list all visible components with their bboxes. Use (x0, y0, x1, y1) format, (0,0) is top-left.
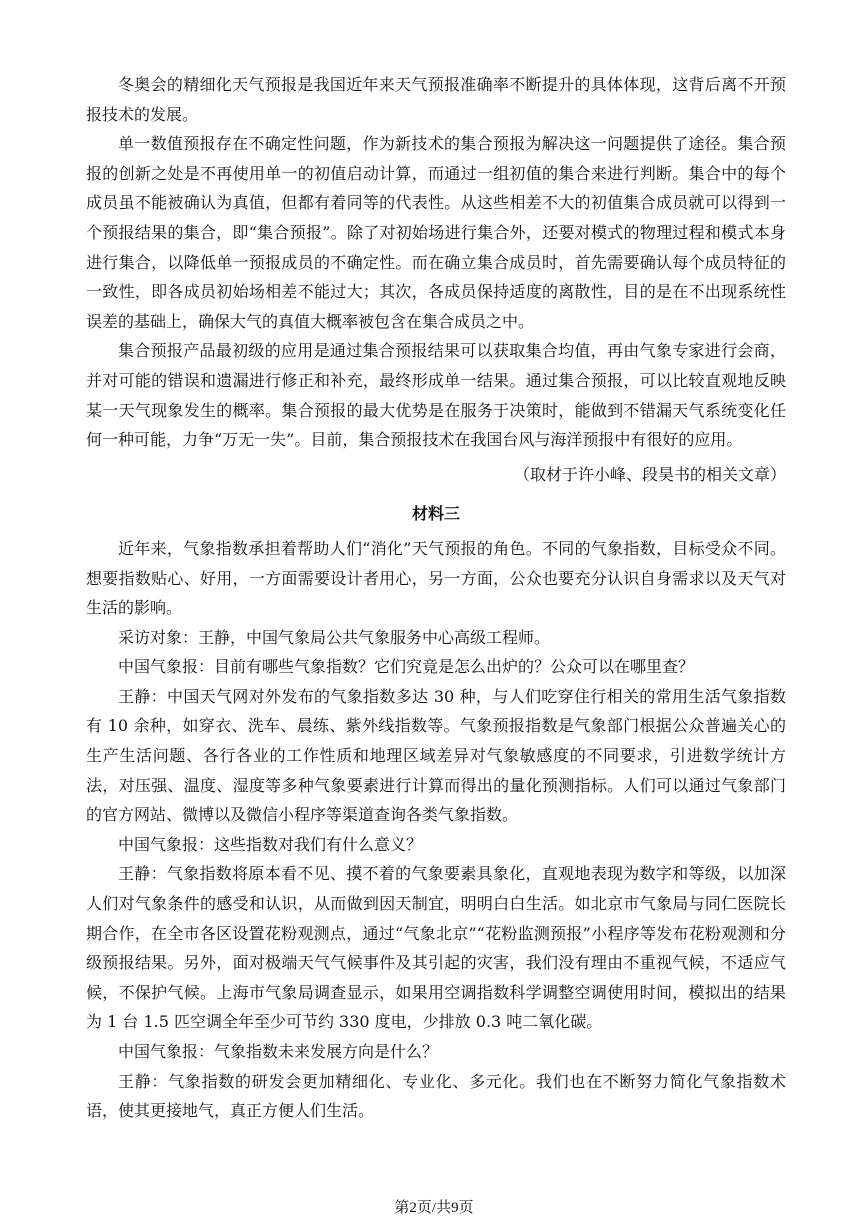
source-note: （取材于许小峰、段昊书的相关文章） (513, 464, 786, 484)
paragraph: 近年来，气象指数承担着帮助人们“消化”天气预报的角色。不同的气象指数，目标受众不同。想要指数贴心、好用，一方面需要设计者用心，另一方面，公众也要充分认识自身需求以及天气对生活的影响。 (86, 538, 786, 618)
paragraph: 中国气象报：气象指数未来发展方向是什么？ (118, 1042, 439, 1061)
document-body (86, 70, 786, 1126)
paragraph: 集合预报产品最初级的应用是通过集合预报结果可以获取集合均值，再由气象专家进行会商，并对可能的错误和遗漏进行修正和补充，最终形成单一结果。通过集合预报，可以比较直观地反映某一天气现象发生的概率。集合预报的最大优势是在服务于决策时，能做到不错漏天气系统变化任何一种可能，力争“万无一失”。目前，集合预报技术在我国台风与海洋预报中有很好的应用。 (86, 341, 786, 450)
paragraph: 中国气象报：这些指数对我们有什么意义？ (118, 834, 423, 854)
paragraph: 单一数值预报存在不确定性问题，作为新技术的集合预报为解决这一问题提供了途径。集合预报的创新之处是不再使用单一的初值启动计算，而通过一组初值的集合来进行判断。集合中的每个成员虽不能被确认为真值，但都有着同等的代表性。从这些相差不大的初值集合成员就可以得到一个预报结果的集合，即“集合预报”。除了对初始场进行集合外，还要对模式的物理过程和模式本身进行集合，以降低单一预报成员的不确定性。而在确立集合成员时，首先需要确认每个成员特征的一致性，即各成员初始场相差不能过大；其次，各成员保持适度的离散性，目的是在不出现系统性误差的基础上，确保大气的真值大概率被包含在集合成员之中。 (86, 134, 786, 331)
paragraph: 王静：气象指数的研发会更加精细化、专业化、多元化。我们也在不断努力简化气象指数术语，使其更接地气，真正方便人们生活。 (86, 1071, 786, 1121)
paragraph: 冬奥会的精细化天气预报是我国近年来天气预报准确率不断提升的具体体现，这背后离不开预报技术的发展。 (86, 75, 786, 124)
paragraph: 采访对象：王静，中国气象局公共气象服务中心高级工程师。 (118, 627, 551, 647)
page-footer: 第2页/共9页 (394, 1200, 474, 1216)
paragraph: 王静：气象指数将原本看不见、摸不着的气象要素具象化，直观地表现为数字和等级，以加深人们对气象条件的感受和认识，从而做到因天制宜，明明白白生活。如北京市气象局与同仁医院长期合作，在全市各区设置花粉观测点，通过“气象北京”“花粉监测预报”小程序等发布花粉观测和分级预报结果。另外，面对极端天气气候事件及其引起的灾害，我们没有理由不重视气候，不适应气候，不保护气候。上海市气象局调查显示，如果用空调指数科学调整空调使用时间，模拟出的结果为 1 台 1.5 匹空调全年至少可节约 330 度电，少排放 0.3 吨二氧化碳。 (86, 864, 786, 1032)
paragraph: 中国气象报：目前有哪些气象指数？它们究竟是怎么出炉的？公众可以在哪里查？ (118, 657, 695, 677)
paragraph: 王静：中国天气网对外发布的气象指数多达 30 种，与人们吃穿住行相关的常用生活气象指数有 10 余种，如穿衣、洗车、晨练、紫外线指数等。气象预报指数是气象部门根据公众普遍关心的生产生活问题、各行各业的工作性质和地理区域差异对气象敏感度的不同要求，引进数学统计方法，对压强、温度、湿度等多种气象要素进行计算而得出的量化预测指标。人们可以通过气象部门的官方网站、微博以及微信小程序等渠道查询各类气象指数。 (86, 686, 786, 825)
section-title: 材料三 (411, 504, 460, 524)
